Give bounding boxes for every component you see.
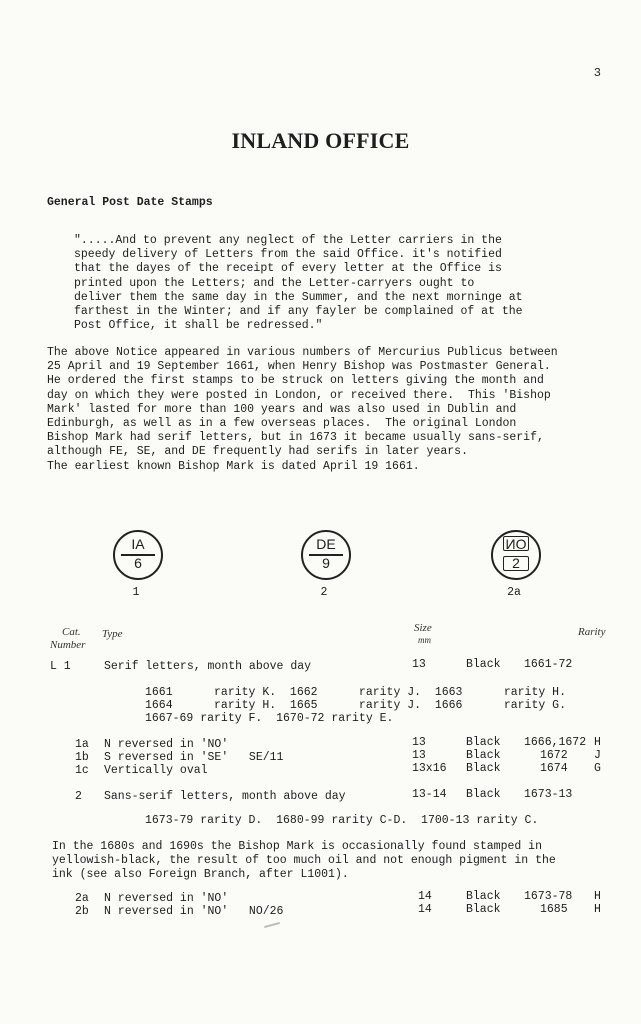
row-type: N reversed in 'NO' NO/26	[104, 905, 284, 918]
bishop-mark-stamp-1	[113, 530, 163, 580]
row-type: Sans-serif letters, month above day	[104, 790, 346, 803]
row-color: Black	[466, 658, 501, 671]
row-color: Black	[466, 903, 501, 916]
quote-line: farthest in the Winter; and if any fayler be complained of at the	[74, 305, 523, 319]
row-color: Black	[466, 749, 501, 762]
row-cat: 1c	[75, 764, 89, 777]
row-size: 14	[418, 903, 432, 916]
stamp-label: 2a	[507, 586, 521, 599]
row-rarity: J	[594, 749, 601, 762]
paragraph-line: although FE, SE, and DE frequently had serifs in later years.	[47, 445, 468, 459]
paragraph-line: day on which they were posted in London, or received there. This 'Bishop	[47, 388, 551, 402]
bishop-mark-stamp-2a	[491, 530, 541, 580]
paragraph-line: The above Notice appeared in various numbers of Mercurius Publicus between	[47, 346, 558, 359]
row-cat: 1b	[75, 751, 89, 764]
row-type: S reversed in 'SE' SE/11	[104, 751, 284, 764]
header-rarity: Rarity	[578, 626, 606, 638]
quote-block	[74, 234, 574, 333]
paragraph-line: He ordered the first stamps to be struck on letters giving the month and	[47, 374, 544, 388]
row-type: Serif letters, month above day	[104, 660, 312, 673]
row-size: 13x16	[412, 762, 447, 775]
row-type: Vertically oval	[104, 764, 208, 777]
row-years: 1666,1672	[524, 736, 587, 749]
header-cat: Cat.	[62, 626, 81, 638]
note-line: In the 1680s and 1690s the Bishop Mark is occasionally found stamped in	[52, 840, 542, 853]
quote-line: speedy delivery of Letters from the said Office. it's notified	[74, 248, 502, 262]
row-rarity: H	[594, 903, 601, 916]
row-cat: 2b	[75, 905, 89, 918]
rarity-line: 1673-79 rarity D. 1680-99 rarity C-D. 1700-13 rarity C.	[145, 814, 539, 827]
stamp-label: 1	[132, 586, 140, 599]
header-number: Number	[50, 639, 86, 651]
row-years: 1674	[540, 762, 568, 775]
rarity-line: 1664 rarity H. 1665 rarity J. 1666 rarity G.	[145, 699, 566, 712]
earliest-mark-line: The earliest known Bishop Mark is dated April 19 1661.	[47, 460, 420, 473]
note-line: yellowish-black, the result of too much oil and not enough pigment in the	[52, 854, 556, 868]
row-years: 1672	[540, 749, 568, 762]
row-cat: 2a	[75, 892, 89, 905]
bishop-mark-stamp-2	[301, 530, 351, 580]
row-rarity: H	[594, 890, 601, 903]
row-color: Black	[466, 890, 501, 903]
row-rarity: G	[594, 762, 601, 775]
quote-line: deliver them the same day in the Summer, and the next morninge at	[74, 290, 523, 304]
quote-line: Post Office, it shall be redressed."	[74, 319, 323, 333]
stamp-day: 2	[512, 555, 520, 571]
row-years: 1673-13	[524, 788, 573, 801]
intro-paragraph	[47, 346, 627, 460]
row-years: 1673-78	[524, 890, 573, 903]
stamp-month: DE	[316, 536, 336, 552]
pencil-mark	[264, 922, 280, 928]
row-size: 13	[412, 658, 426, 671]
stamp-day: 6	[134, 555, 142, 571]
row-color: Black	[466, 788, 501, 801]
stamp-day: 9	[322, 555, 330, 571]
paragraph-line: Mark' lasted for more than 100 years and was also used in Dublin and	[47, 402, 517, 416]
section-heading: General Post Date Stamps	[47, 196, 213, 209]
quote-line: printed upon the Letters; and the Letter-carryers ought to	[74, 276, 475, 290]
row-size: 13-14	[412, 788, 447, 801]
row-size: 13	[412, 736, 426, 749]
header-type: Type	[102, 628, 123, 640]
row-years: 1685	[540, 903, 568, 916]
row-cat: L 1	[50, 660, 71, 673]
rarity-line: 1667-69 rarity F. 1670-72 rarity E.	[145, 712, 394, 725]
paragraph-line: 25 April and 19 September 1661, when Henry Bishop was Postmaster General.	[47, 360, 551, 374]
row-size: 14	[418, 890, 432, 903]
quote-line: that the dayes of the receipt of every letter at the Office is	[74, 262, 502, 276]
header-size: Size	[414, 622, 432, 634]
stamp-month: ИO	[505, 536, 527, 552]
quote-line: ".....And to prevent any neglect of the Letter carriers in the	[74, 234, 502, 247]
paragraph-line: Edinburgh, as well as in a few overseas places. The original London	[47, 417, 517, 431]
row-years: 1661-72	[524, 658, 573, 671]
row-color: Black	[466, 762, 501, 775]
row-type: N reversed in 'NO'	[104, 892, 229, 905]
page-number: 3	[593, 66, 601, 80]
stamp-label: 2	[320, 586, 328, 599]
stamp-month: IA	[131, 536, 145, 552]
note-paragraph	[52, 840, 556, 883]
row-type: N reversed in 'NO'	[104, 738, 229, 751]
row-cat: 2	[75, 790, 82, 803]
row-rarity: H	[594, 736, 601, 749]
paragraph-line: Bishop Mark had serif letters, but in 1673 it became usually sans-serif,	[47, 431, 544, 445]
note-line: ink (see also Foreign Branch, after L1001).	[52, 868, 349, 882]
row-cat: 1a	[75, 738, 89, 751]
row-size: 13	[412, 749, 426, 762]
page-title: INLAND OFFICE	[231, 128, 410, 153]
row-color: Black	[466, 736, 501, 749]
header-mm: mm	[418, 635, 431, 645]
rarity-line: 1661 rarity K. 1662 rarity J. 1663 rarity H.	[145, 686, 566, 699]
